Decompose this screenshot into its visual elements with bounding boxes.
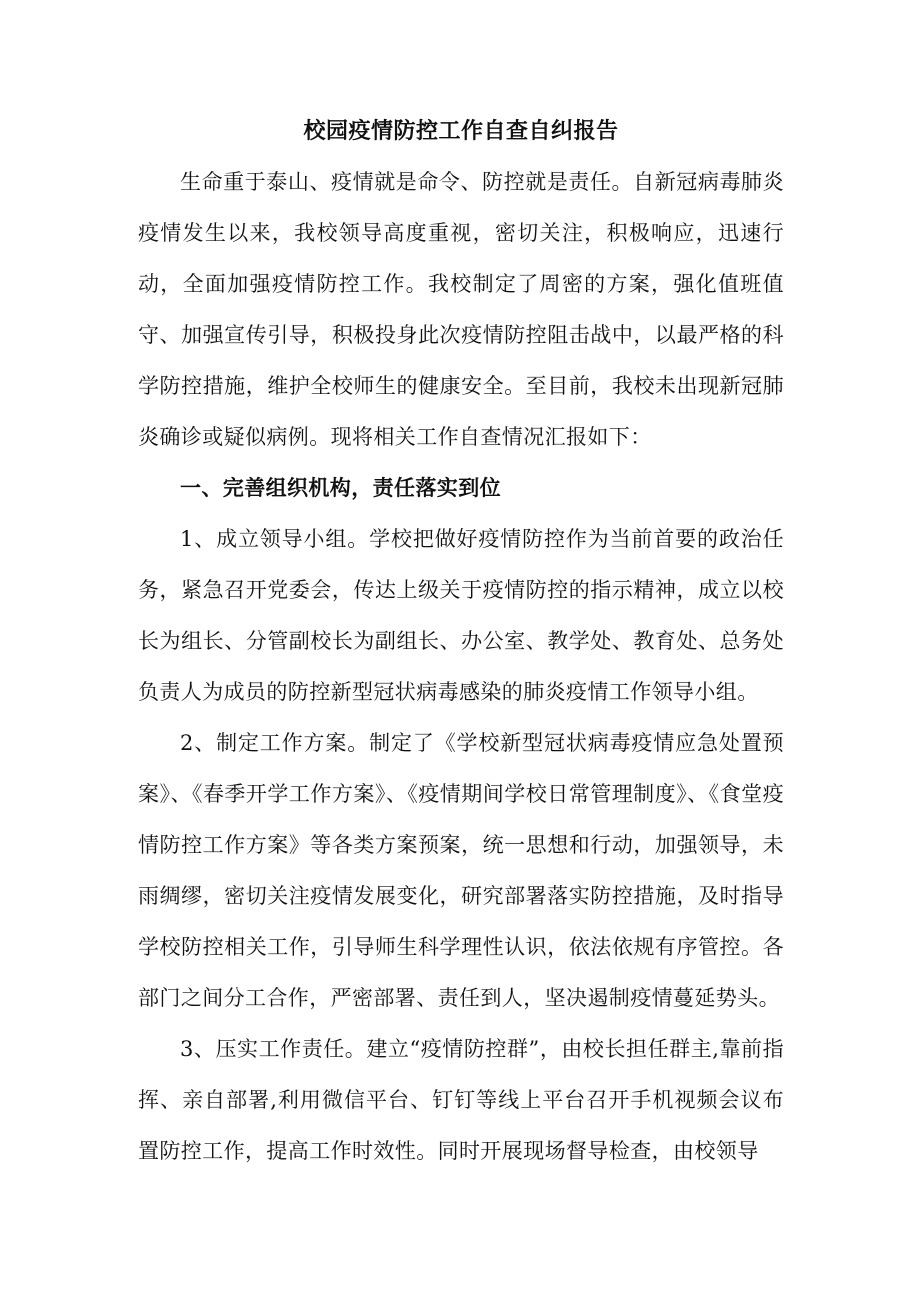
paragraph-item-1: 1、成立领导小组。学校把做好疫情防控作为当前首要的政治任务，紧急召开党委会，传达上级关于疫情防控的指示精神，成立以校长为组长、分管副校长为副组长、办公室、教学处、教育处、总务处负责人为成员的防控新型冠状病毒感染的肺炎疫情工作领导小组。 xyxy=(138,527,784,704)
document-title: 校园疫情防控工作自查自纠报告 xyxy=(303,119,619,144)
document-body xyxy=(138,106,784,1177)
paragraph-item-3: 3、压实工作责任。建立“疫情防控群”，由校长担任群主,靠前指挥、亲自部署,利用微信平台、钉钉等线上平台召开手机视频会议布置防控工作，提高工作时效性。同时开展现场督导检查，由校领导 xyxy=(138,1037,784,1163)
intro-paragraph: 生命重于泰山、疫情就是命令、防控就是责任。自新冠病毒肺炎疫情发生以来，我校领导高度重视，密切关注，积极响应，迅速行动，全面加强疫情防控工作。我校制定了周密的方案，强化值班值守、加强宣传引导，积极投身此次疫情防控阻击战中，以最严格的科学防控措施，维护全校师生的健康安全。至目前，我校未出现新冠肺炎确诊或疑似病例。现将相关工作自查情况汇报如下： xyxy=(138,170,784,449)
section-heading: 一、完善组织机构，责任落实到位 xyxy=(180,476,501,500)
paragraph-item-2: 2、制定工作方案。制定了《学校新型冠状病毒疫情应急处置预案》、《春季开学工作方案》、《疫情期间学校日常管理制度》、《食堂疫情防控工作方案》等各类方案预案，统一思想和行动，加强领导，未雨绸缪，密切关注疫情发展变化，研究部署落实防控措施，及时指导学校防控相关工作，引导师生科学理性认识，依法依规有序管控。各部门之间分工合作，严密部署、责任到人，坚决遏制疫情蔓延势头。 xyxy=(138,731,784,1010)
